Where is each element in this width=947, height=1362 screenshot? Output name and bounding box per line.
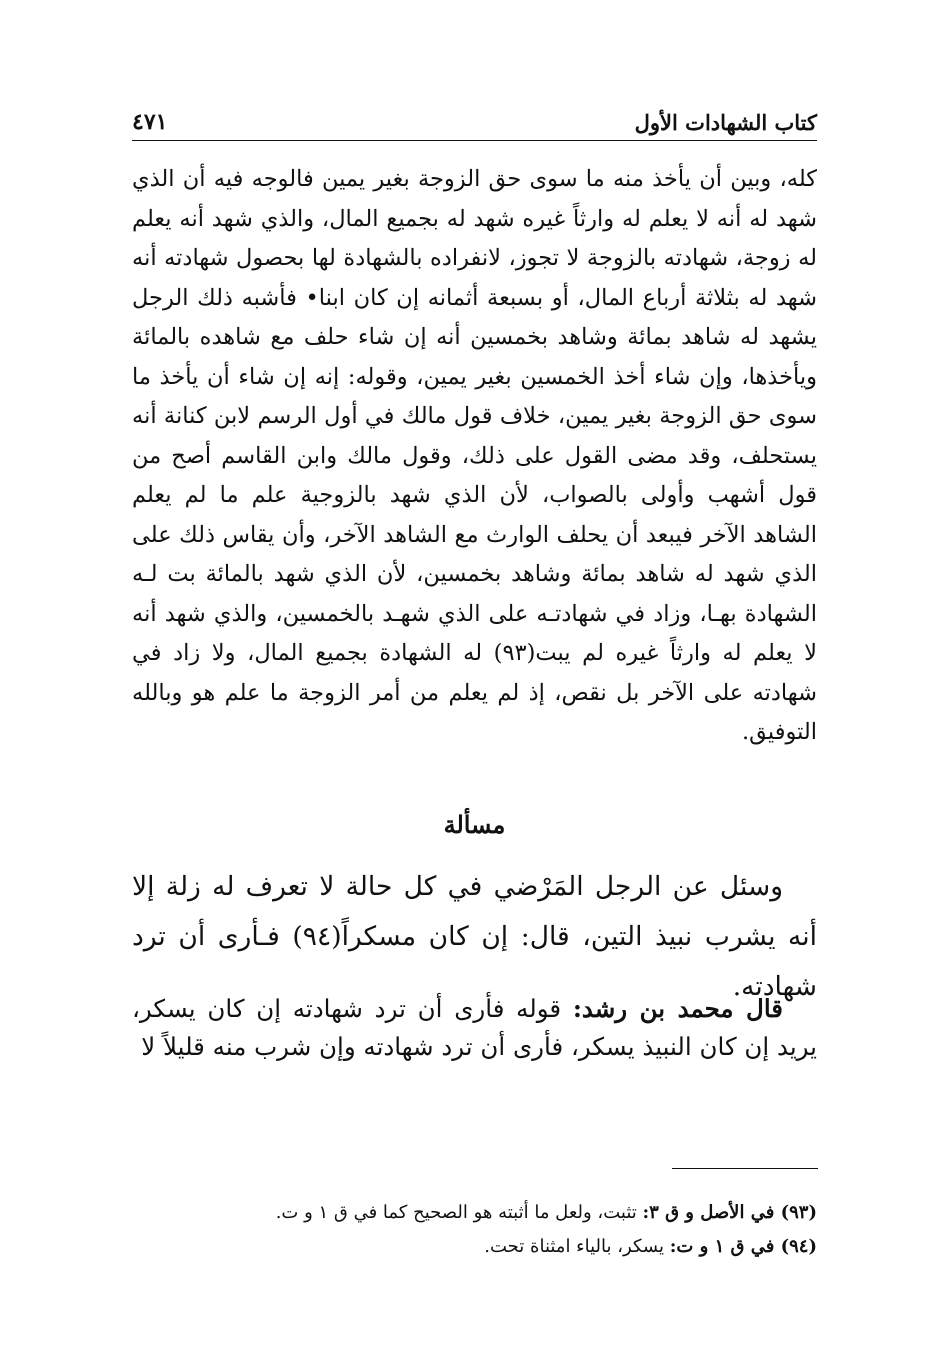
footnote-label: (٩٣) في الأصل و ق ٣:: [642, 1202, 817, 1223]
page-number: ٤٧١: [132, 109, 168, 135]
footnote-label: (٩٤) في ق ١ و ت:: [669, 1236, 817, 1257]
answer-text: قوله فأرى أن ترد شهادته إن كان يسكر، يريد إن كان النبيذ يسكر، فأرى أن ترد شهادته وإن شرب منه قليلاً لا: [132, 994, 817, 1061]
footnote-separator: [672, 1168, 818, 1169]
section-heading: مسألة: [443, 810, 506, 839]
footnote: [132, 1196, 817, 1230]
answer-paragraph: [132, 990, 817, 1066]
footnote: [132, 1230, 817, 1264]
footnote-text: يسكر، بالياء امثناة تحت.: [484, 1236, 670, 1257]
question-paragraph: وسئل عن الرجل المَرْضي في كل حالة لا تعرف له زلة إلا أنه يشرب نبيذ التين، قال: إن كان مسكراً(٩٤) فـأرى أن ترد شهادته.: [132, 871, 817, 1002]
main-text-block: [132, 160, 817, 753]
footnote-text: تثبت، ولعل ما أثبته هو الصحيح كما في ق ١ و ت.: [275, 1202, 643, 1223]
answer-block: [132, 990, 817, 1066]
running-title: كتاب الشهادات الأول: [634, 109, 817, 135]
paragraph: كله، وبين أن يأخذ منه ما سوى حق الزوجة بغير يمين فالوجه فيه أن الذي شهد له أنه لا يعلم له وارثاً غيره شهد له بجميع المال، والذي شهد أنه يعلم له زوجة، شهادته بالزوجة لا تجوز، لانفراده بالشهادة لها بحصول شهادته أنه شهد له بثلاثة أرباع المال، أو بسبعة أثمانه إن كان ابنا• فأشبه ذلك الرجل يشهد له شاهد بمائة وشاهد بخمسين أنه إن شاء حلف مع شاهده بالمائة ويأخذها، وإن شاء أخذ الخمسين بغير يمين، وقوله: إنه إن شاء أن يأخذ ما سوى حق الزوجة بغير يمين، خلاف قول مالك في أول الرسم لابن كنانة أنه يستحلف، وقد مضى القول على ذلك، وقول مالك وابن القاسم أصح من قول أشهب وأولى بالصواب، لأن الذي شهد بالزوجية علم ما لم يعلم الشاهد الآخر فيبعد أن يحلف الوارث مع الشاهد الآخر، وأن يقاس ذلك على الذي شهد له شاهد بمائة وشاهد بخمسين، لأن الذي شهد بالمائة بت لـه الشهادة بهـا، وزاد في شهادتـه على الذي شهـد بالخمسين، والذي شهد أنه لا يعلم له وارثاً غيره لم يبت(٩٣) له الشهادة بجميع المال، ولا زاد في شهادته على الآخر بل نقص، إذ لم يعلم من أمر الزوجة ما علم هو وبالله التوفيق.: [132, 166, 818, 745]
speaker-label: قال محمد بن رشد:: [572, 994, 784, 1023]
page-header: [132, 104, 817, 141]
footnotes: [132, 1196, 817, 1264]
